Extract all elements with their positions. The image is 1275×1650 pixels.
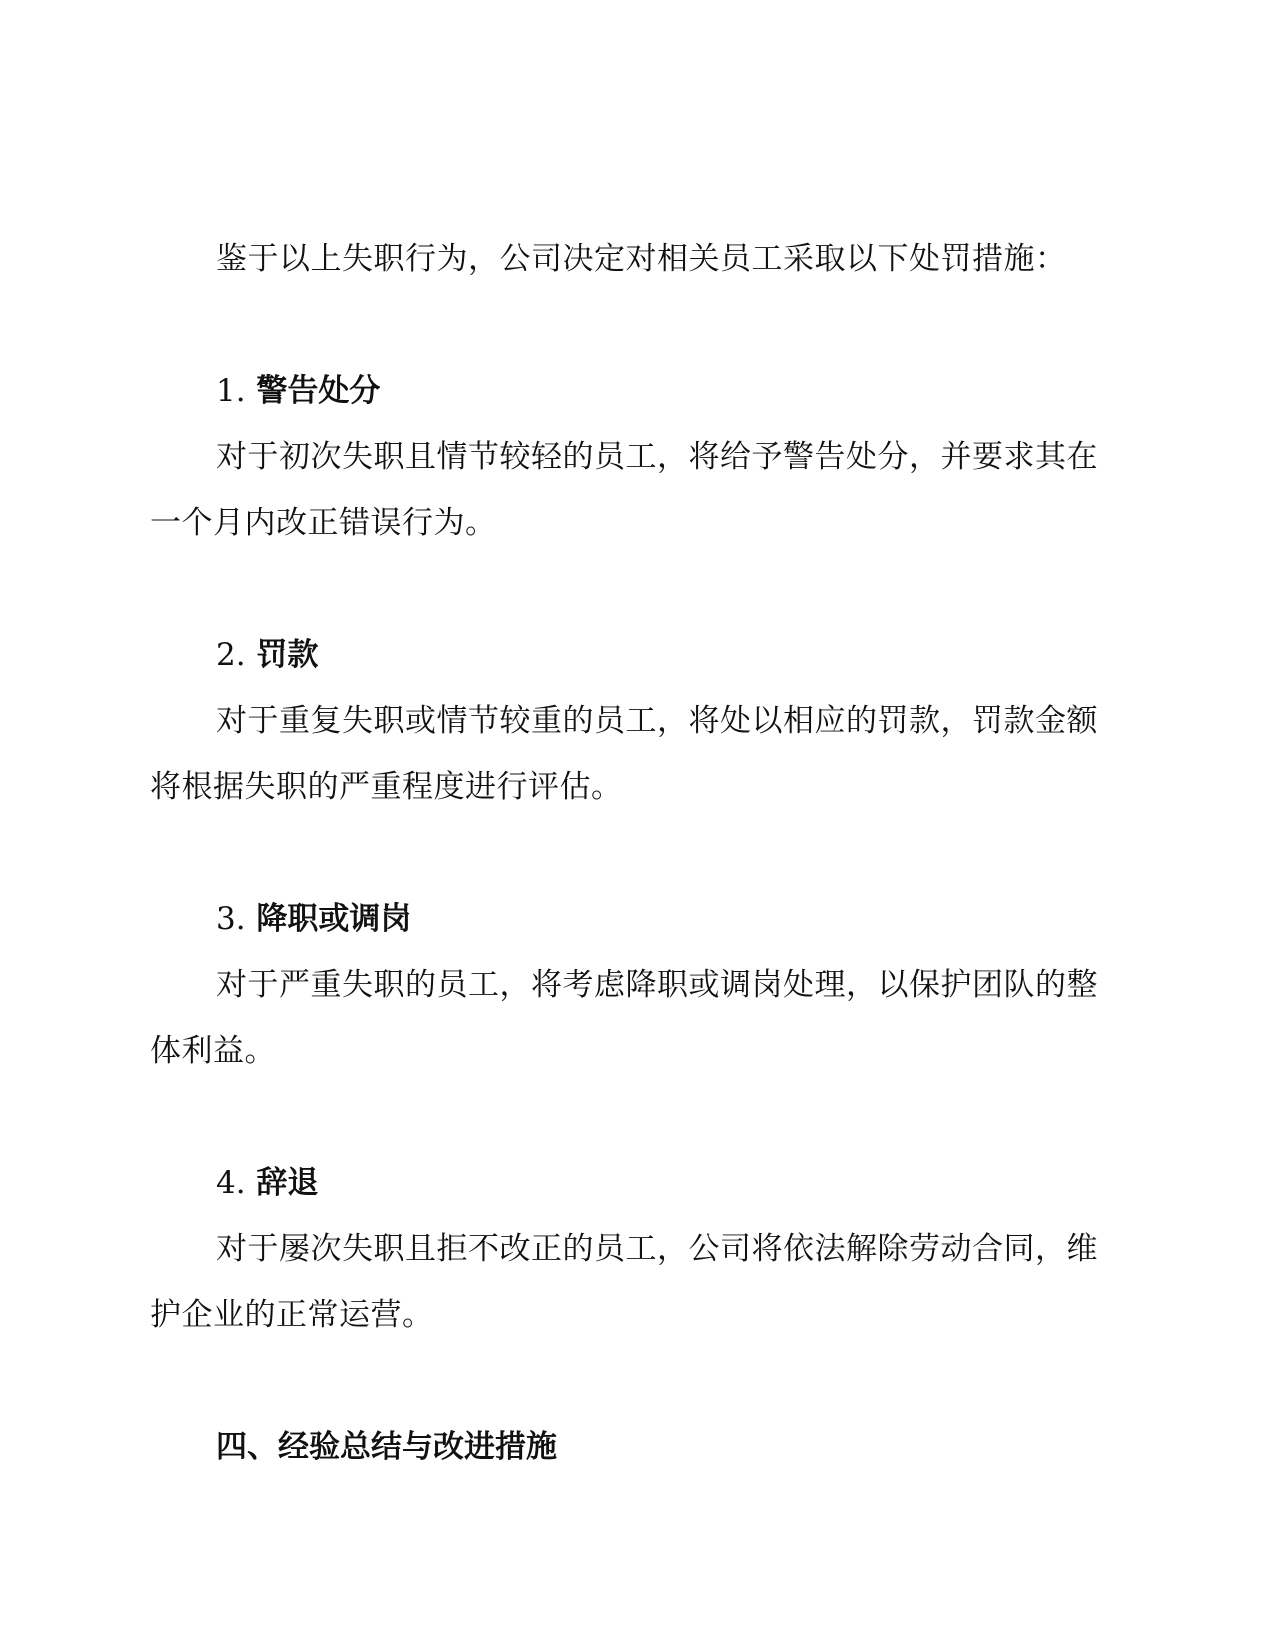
penalty-title: 罚款 bbox=[256, 637, 319, 673]
penalty-title: 辞退 bbox=[256, 1165, 319, 1201]
section-heading: 四、经验总结与改进措施 bbox=[216, 1429, 557, 1465]
penalty-number: 2. bbox=[216, 637, 246, 673]
penalty-item-dismissal bbox=[150, 1150, 1120, 1348]
intro-paragraph: 鉴于以上失职行为，公司决定对相关员工采取以下处罚措施： bbox=[216, 241, 1067, 277]
penalty-description: 对于重复失职或情节较重的员工，将处以相应的罚款，罚款金额将根据失职的严重程度进行评估。 bbox=[150, 703, 1098, 805]
penalty-number: 1. bbox=[216, 373, 246, 409]
penalty-item-warning bbox=[150, 358, 1120, 556]
penalty-heading bbox=[150, 358, 1120, 424]
penalty-description: 对于屡次失职且拒不改正的员工，公司将依法解除劳动合同，维护企业的正常运营。 bbox=[150, 1231, 1098, 1333]
penalty-item-fine bbox=[150, 622, 1120, 820]
penalty-title: 降职或调岗 bbox=[256, 901, 412, 937]
penalty-heading bbox=[150, 622, 1120, 688]
document-content bbox=[150, 226, 1120, 1480]
penalty-number: 4. bbox=[216, 1165, 246, 1201]
penalty-description: 对于严重失职的员工，将考虑降职或调岗处理，以保护团队的整体利益。 bbox=[150, 967, 1098, 1069]
penalty-description: 对于初次失职且情节较轻的员工，将给予警告处分，并要求其在一个月内改正错误行为。 bbox=[150, 439, 1098, 541]
penalty-number: 3. bbox=[216, 901, 246, 937]
penalty-heading bbox=[150, 886, 1120, 952]
penalty-heading bbox=[150, 1150, 1120, 1216]
penalty-title: 警告处分 bbox=[256, 373, 381, 409]
penalty-item-demotion bbox=[150, 886, 1120, 1084]
